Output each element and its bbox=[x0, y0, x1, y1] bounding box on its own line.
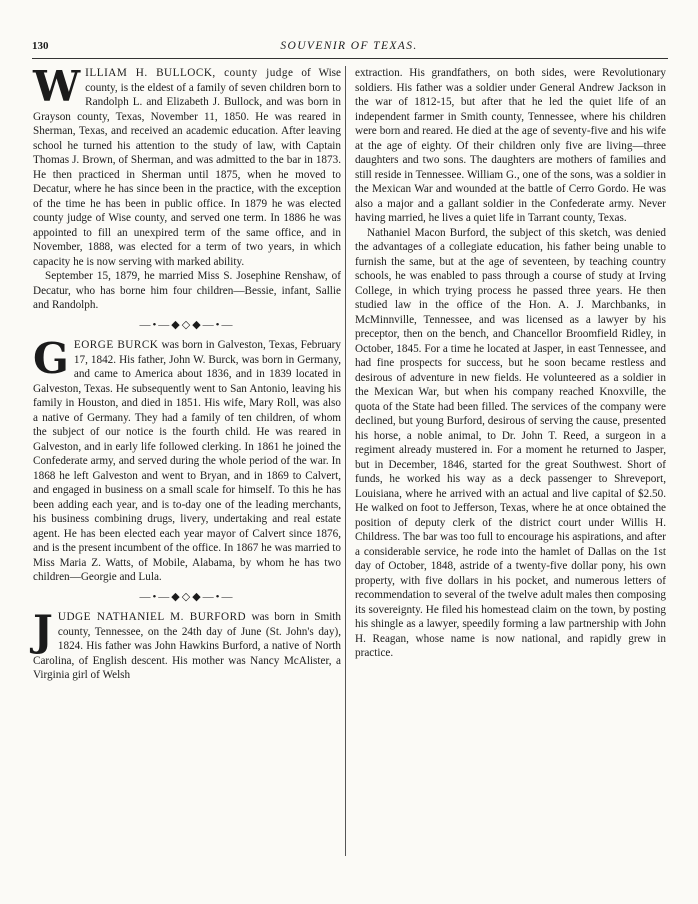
burford-paragraph-1 bbox=[33, 606, 342, 683]
bullock-dropcap: W bbox=[33, 62, 81, 111]
burck-paragraph-1 bbox=[33, 334, 341, 585]
right-column bbox=[355, 66, 666, 661]
burford-heading: UDGE NATHANIEL M. BURFORD bbox=[57, 611, 247, 623]
burford-biography-start bbox=[33, 606, 342, 683]
burck-text-1: was born in Galveston, Texas, February 17, 1842. His father, John W. Burck, was born in Germany, and came to America about 1836, and in 1839 located in Galveston, Texas. He subsequently went to San Antonio, leaving his family in Houston, and died in 1851. His wife, Mary Roll, was also a native of Germany. They had a family of ten children, of whom the subject of our notice is the fourth child. He was reared in Galveston, and in early life followed clerking. In 1861 he joined the Confederate army, and served during the whole period of the war. In 1868 he left Galveston and went to Bryan, and in 1869 to Calvert, and engaged in business on a small scale for himself. To this he has been adding each year, and is to-day one of the leading merchants, his business combining drugs, livery, undertaking and real estate agent. He has been elected each year mayor of Calvert since 1876, and is the present incumbent of the office. In 1867 he was married to Miss Maria Z. Watts, of Mobile, Alabama, by whom he has two children—Georgie and Lula. bbox=[33, 339, 341, 583]
bullock-heading: ILLIAM H. BULLOCK, county judge bbox=[85, 67, 294, 79]
ornament-divider: —•—◆◇◆—•— bbox=[139, 318, 235, 331]
burck-dropcap: G bbox=[33, 334, 69, 383]
burford-paragraph-1-continued: extraction. His grandfathers, on both sides, were Revolutionary soldiers. His father was a soldier under General Andrew Jackson in the war of 1812-15, but after that he led the quiet life of an independent farmer in Smith county, Tennessee, where his children were born and reared. He died at the age of seventy-five and his wife at the age of eighty. Of their children only five are living—three daughters and two sons. The daughters are mothers of families and still reside in Tennessee. William G., one of the sons, was a soldier in the Mexican War and wounded at the battle of Cerro Gordo. He was also a major and a gallant soldier in the Confederate army. Never having married, he lives a quiet life in Tarrant county, Texas. bbox=[355, 67, 666, 224]
bullock-text-1: of Wise county, is the eldest of a family of seven children born to Randolph L. and Elizabeth J. Bullock, and was born in Grayson county, Texas, November 11, 1850. He was reared in Sherman, Texas, and received an academic education. After leaving school he turned his attention to the study of law, with Captain Thomas J. Brown, of Sherman, and was admitted to the bar in 1873. He then practiced in Sherman until 1875, when he moved to Decatur, where he has since been in the practice, with the exception of the time he has been in public office. In 1879 he was elected county judge of Wise county, and served one term. In 1886 he was appointed to fill an unexpired term of the same office, and in November, 1888, was elected for a term of two years, in which capacity he is now serving with marked ability. bbox=[33, 67, 341, 268]
burford-dropcap: J bbox=[33, 606, 53, 655]
running-head: SOUVENIR OF TEXAS. bbox=[280, 40, 418, 52]
bullock-paragraph-1 bbox=[33, 62, 341, 269]
burck-heading: EORGE BURCK bbox=[73, 339, 159, 351]
page-number: 130 bbox=[32, 40, 49, 52]
bullock-paragraph-2: September 15, 1879, he married Miss S. Josephine Renshaw, of Decatur, who has borne him four children—Bessie, infant, Sallie and Randolph. bbox=[33, 270, 341, 311]
burford-paragraph-2: Nathaniel Macon Burford, the subject of this sketch, was denied the advantages of a collegiate education, his father being unable to furnish the same, but at the age of seventeen, by teaching country schools, he was enabled to pass through a course of study at Irving College, in which trying process he passed three years. He then studied law in the office of the Hon. A. J. Marchbanks, in McMinnville, Tennessee, and was licensed as a lawyer by his preceptor, then on the bench, and Chancellor Broomfield Ridley, in October, 1845. For a time he located at Jasper, in east Tennessee, and had fine prospects for success, but he soon became restless and desirous of adventure in new fields. He volunteered as a soldier in the Mexican War, but when his company reached Knoxville, the quota of the State had been filled. The services of the company were declined, but young Burford, desirous of serving the cause, presented his horse, a noble animal, to Dr. John T. Reed, a surgeon in a regiment already mustered in. For a moment he returned to Jasper, but in December, 1846, started for the great Southwest. Short of funds, he worked his way as a deck passenger to Shreveport, Louisiana, where he arrived with an actual and live capital of $2.50. He walked on foot to Jefferson, Texas, where he at once obtained the position of deputy clerk of the district court under Willis H. Childress. The bar was too full to encourage his aspirations, and after a considerable service, he rode into the hamlet of Dallas on the 1st day of October, 1848, astride of a twenty-five dollar pony, his own property, with five dollars in his pocket, and numerous letters of recommendation to several of the twelve adult males then composing its sovereignty. He filed his homestead claim on the town, by posting his shingle as a lawyer, speedily forming a law partnership with John H. Reagan, whose name is now national, and rapidly grew in practice. bbox=[355, 226, 666, 659]
burford-text-1: was born in Smith county, Tennessee, on the 24th day of June (St. John's day), 1824. His father was John Hawkins Burford, a native of North Carolina, of English descent. His mother was Nancy McAlister, a Virginia girl of Welsh bbox=[33, 611, 342, 681]
ornament-divider: —•—◆◇◆—•— bbox=[139, 590, 235, 603]
left-column bbox=[33, 62, 342, 683]
burck-biography bbox=[33, 334, 341, 585]
header-rule bbox=[32, 58, 668, 59]
bullock-biography bbox=[33, 62, 341, 313]
column-divider bbox=[345, 66, 346, 856]
